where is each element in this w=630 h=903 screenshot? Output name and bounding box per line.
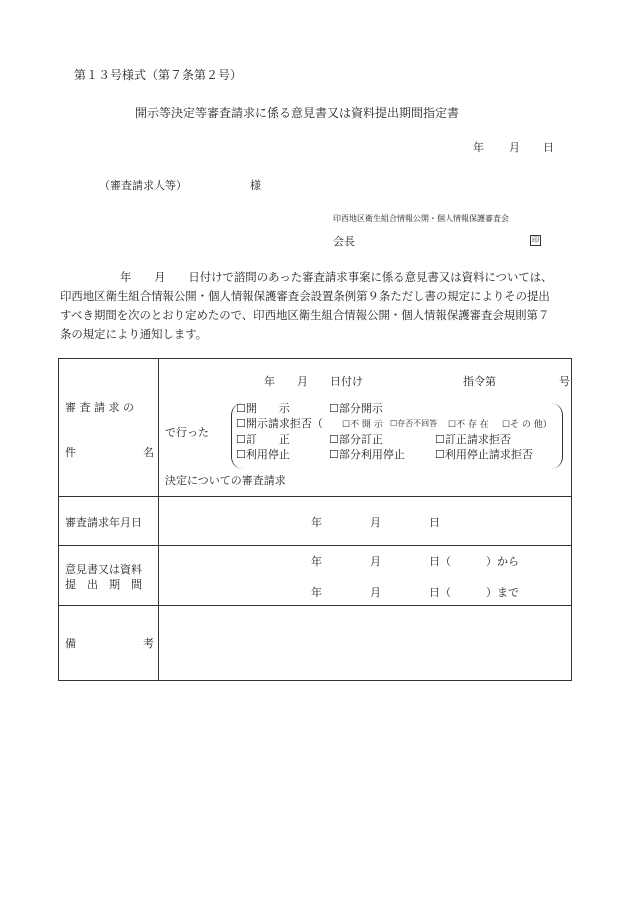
option-partial-correction: ☐部分訂正 [329,433,383,446]
option-nonexistent: ☐不 存 在 [448,420,489,430]
option-other: ☐そ の 他） [502,420,552,430]
option-suspension-refusal: ☐利用停止請求拒否 [435,448,533,461]
option-partial-disclosure: ☐部分開示 [329,402,383,415]
issuer-organization: 印西地区衛生組合情報公開・個人情報保護審査会 [333,214,509,223]
option-correction-refusal: ☐訂正請求拒否 [435,433,511,446]
issuer-title: 会長 [333,235,355,248]
body-line-3: すべき期間を次のとおり定めたので、印西地区衛生組合情報公開・個人情報保護審査会規則第７ [60,308,550,322]
row3-label-line2: 提 出 期 間 [65,578,142,591]
row3-label-line1: 意見書又は資料 [65,563,142,576]
row3-from-day: 日（ [429,555,451,568]
designation-table [58,358,572,681]
row1-prefix: で行った [165,426,209,439]
option-correction: ☐訂 正 [236,433,290,446]
table-column-divider [158,359,159,680]
row2-label: 審査請求年月日 [65,516,142,529]
row1-date-line: 年 月 日付け [264,375,363,388]
row2-month: 月 [370,516,381,529]
row1-order-no: 指令第 [463,375,496,388]
date-day: 日 [543,141,554,154]
body-line-2: 印西地区衛生組合情報公開・個人情報保護審査会設置条例第９条ただし書の規定によりその提出 [60,289,550,303]
table-row-divider-3 [59,605,571,606]
row3-from-month: 月 [370,555,381,568]
table-row-divider-1 [59,496,571,497]
document-title: 開示等決定等審査請求に係る意見書又は資料提出期間指定書 [135,106,460,120]
body-line-4: 条の規定により通知します。 [60,327,208,341]
row4-label-left: 備 [65,637,76,650]
row1-label-bottom-left: 件 [65,446,76,459]
row2-day: 日 [429,516,440,529]
option-disclosure: ☐開 示 [236,402,290,415]
row2-year: 年 [311,516,322,529]
row1-order-suffix: 号 [559,375,570,388]
row3-from-year: 年 [311,555,322,568]
date-month: 月 [509,141,520,154]
row1-suffix: 決定についての審査請求 [165,474,286,487]
option-no-answer: ☐存否不回答 [390,419,438,428]
option-suspension: ☐利用停止 [236,448,290,461]
form-number: 第１３号様式（第７条第２号） [74,68,243,82]
date-year: 年 [473,141,484,154]
row1-label-bottom-right: 名 [143,446,154,459]
row3-to-month: 月 [370,586,381,599]
addressee-label: （審査請求人等） [99,179,187,192]
option-partial-suspension: ☐部分利用停止 [329,448,405,461]
option-disclosure-refusal: ☐開示請求拒否（ [236,417,323,430]
row3-to-close: ）まで [486,586,519,599]
option-non-disclosure: ☐不 開 示 [342,420,383,430]
row1-label-top: 審 査 請 求 の [65,401,134,414]
body-paragraph [60,268,570,344]
addressee-honorific: 様 [250,179,261,192]
row4-label-right: 考 [143,637,154,650]
row3-from-close: ）から [486,555,519,568]
seal-mark: 印 [532,236,539,244]
row3-to-day: 日（ [429,586,451,599]
body-line-1: 年 月 日付けで諮問のあった審査請求事案に係る意見書又は資料については、 [120,270,553,284]
row3-to-year: 年 [311,586,322,599]
table-row-divider-2 [59,545,571,546]
